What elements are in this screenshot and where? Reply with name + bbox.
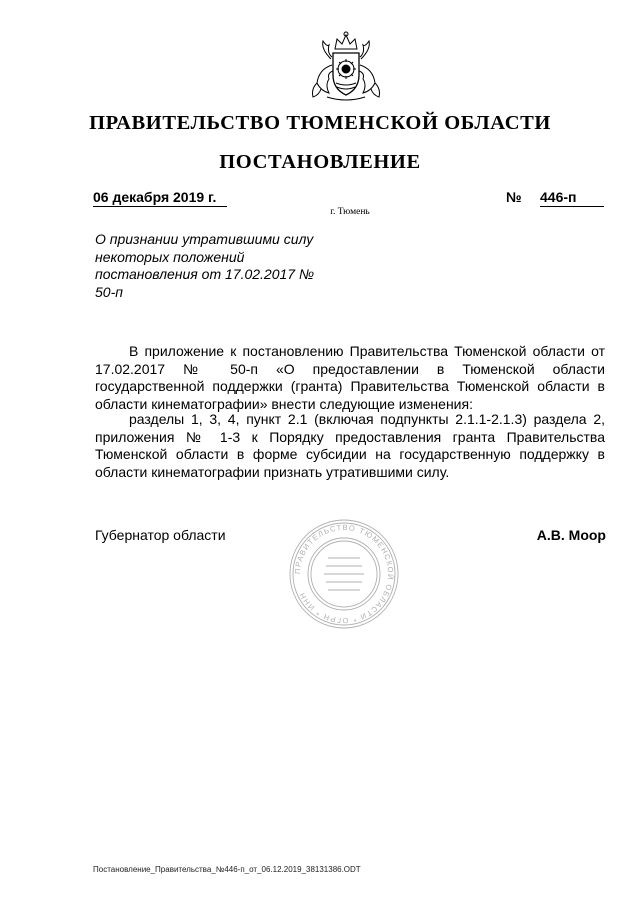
file-name-footer: Постановление_Правительства_№446-п_от_06.12.2019_38131386.ODT — [93, 865, 361, 874]
number-sign: № — [506, 189, 522, 205]
official-seal-icon — [288, 518, 400, 630]
document-subject: О признании утратившими силу некоторых положений постановления от 17.02.2017 № 50-п — [95, 231, 315, 300]
signatory-title: Губернатор области — [95, 527, 226, 543]
signatory-name: А.В. Моор — [536, 527, 606, 543]
coat-of-arms-icon — [301, 29, 391, 105]
government-title: ПРАВИТЕЛЬСТВО ТЮМЕНСКОЙ ОБЛАСТИ — [89, 112, 551, 134]
body-paragraph-1: В приложение к постановлению Правительства Тюменской области от 17.02.2017 № 50-п «О предоставлении в Тюменской области государственной поддержки (гранта) Правительства Тюменской области в области кинематографии» внести следующие изменения: — [95, 343, 605, 412]
body-paragraph-2: разделы 1, 3, 4, пункт 2.1 (включая подпункты 2.1.1-2.1.3) раздела 2, приложения № 1-3 к Порядку предоставления гранта Правительства Тюменской области в форме субсидии на государственную поддержку в области кинематографии признать утратившими силу. — [95, 411, 605, 480]
document-date: 06 декабря 2019 г. — [93, 189, 227, 207]
city-label: г. Тюмень — [330, 207, 370, 217]
document-number — [506, 189, 604, 207]
seal-ring-text: ПРАВИТЕЛЬСТВО ТЮМЕНСКОЙ ОБЛАСТИ * ОГРН * ИНН — [292, 522, 396, 626]
document-type-title: ПОСТАНОВЛЕНИЕ — [219, 151, 421, 173]
number-value: 446-п — [540, 189, 604, 207]
